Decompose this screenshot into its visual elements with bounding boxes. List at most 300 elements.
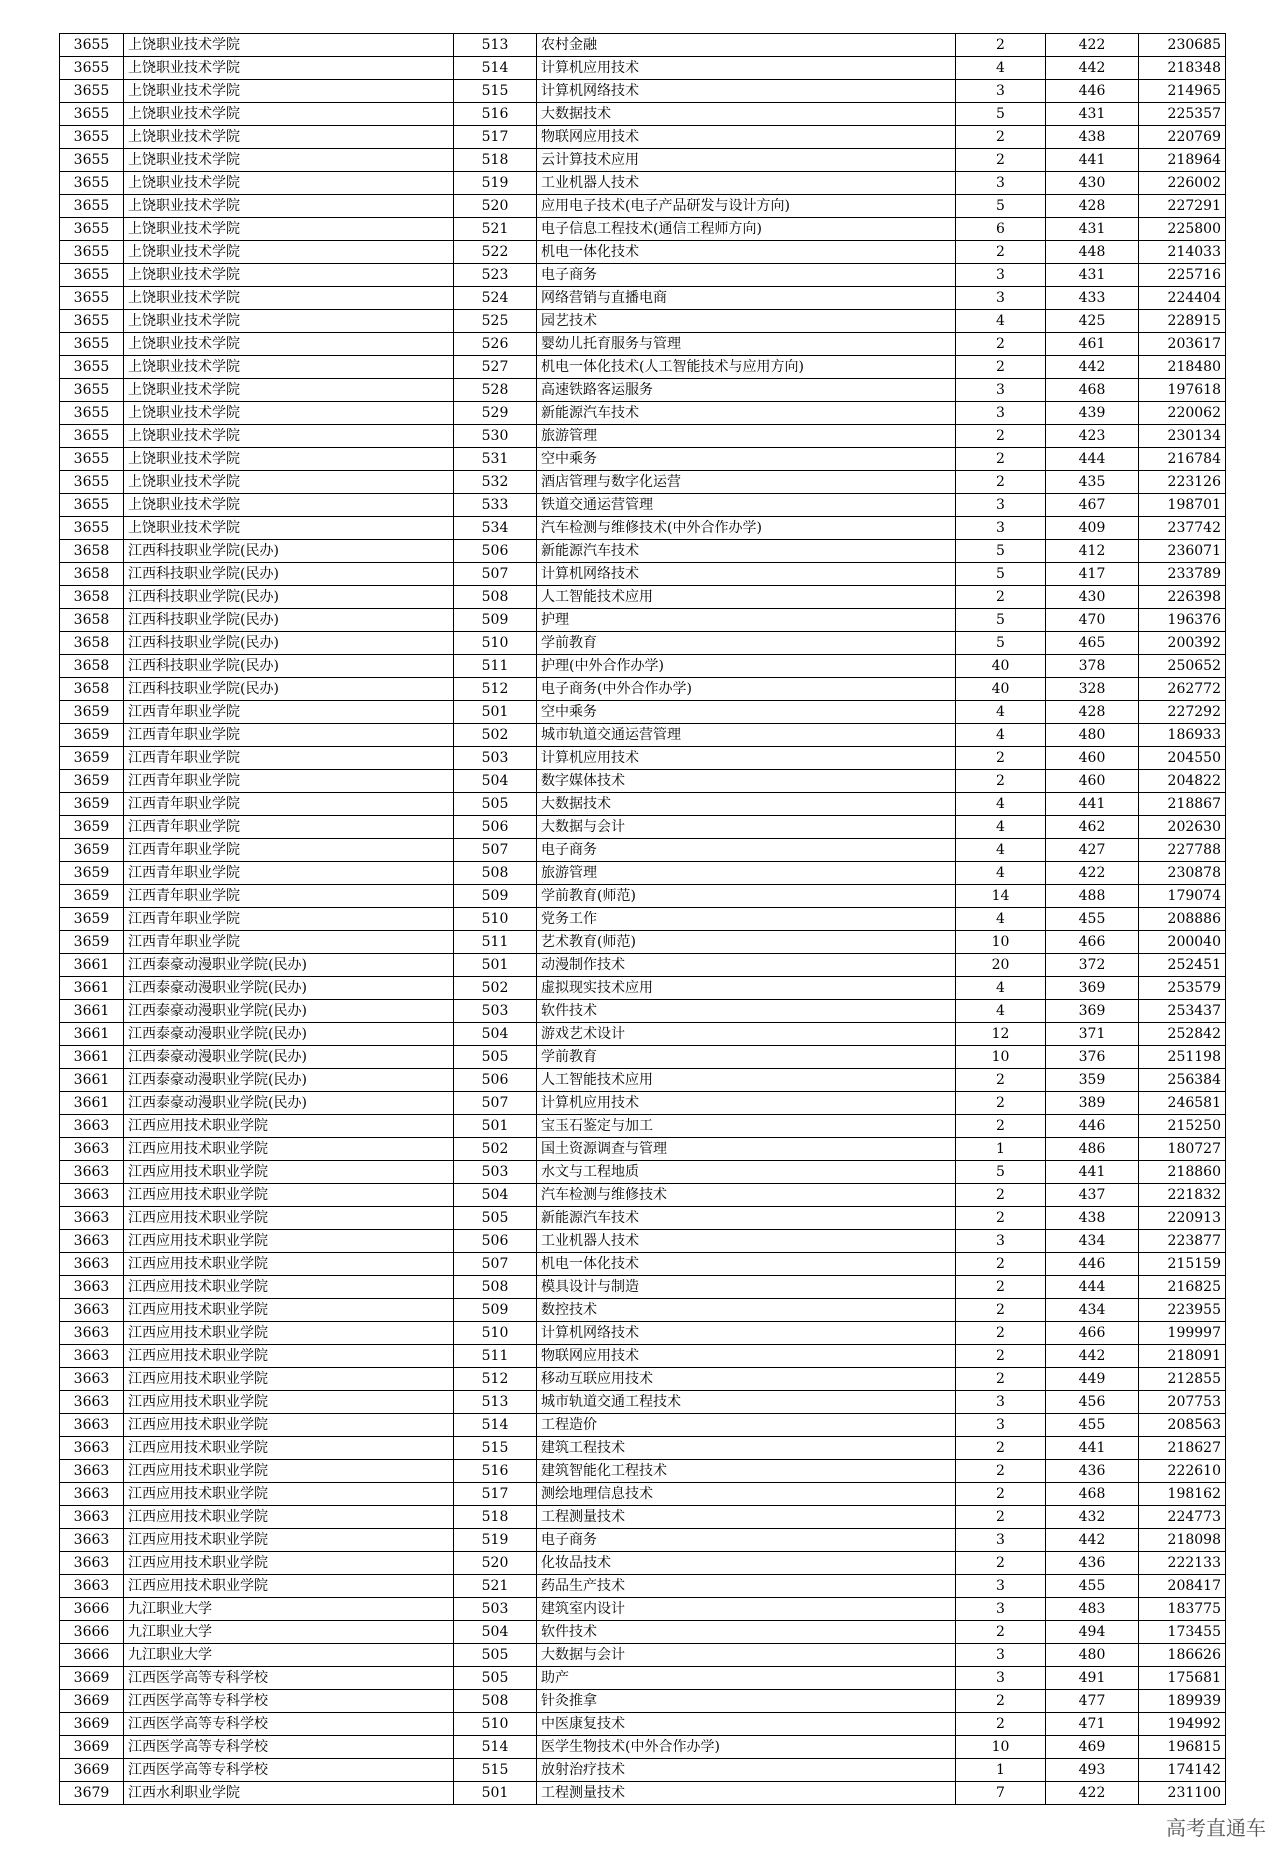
major-code-cell: 522 [454, 241, 537, 264]
school-code-cell: 3655 [60, 356, 124, 379]
table-row [60, 908, 1226, 931]
school-code-cell: 3661 [60, 1046, 124, 1069]
min-score-cell: 480 [1046, 1644, 1139, 1667]
table-row [60, 1713, 1226, 1736]
min-rank-cell: 236071 [1139, 540, 1226, 563]
plan-count-cell: 7 [956, 1782, 1046, 1805]
school-name-cell: 江西青年职业学院 [124, 793, 454, 816]
plan-count-cell: 5 [956, 563, 1046, 586]
school-name-cell: 江西医学高等专科学校 [124, 1759, 454, 1782]
table-row [60, 1483, 1226, 1506]
min-rank-cell: 222610 [1139, 1460, 1226, 1483]
watermark-text: 高考直通车 [1166, 1816, 1266, 1840]
table-row [60, 1322, 1226, 1345]
major-code-cell: 505 [454, 1667, 537, 1690]
school-code-cell: 3655 [60, 379, 124, 402]
min-rank-cell: 204550 [1139, 747, 1226, 770]
table-row [60, 448, 1226, 471]
major-code-cell: 518 [454, 149, 537, 172]
plan-count-cell: 3 [956, 1529, 1046, 1552]
school-name-cell: 江西应用技术职业学院 [124, 1138, 454, 1161]
plan-count-cell: 5 [956, 540, 1046, 563]
school-name-cell: 江西应用技术职业学院 [124, 1460, 454, 1483]
table-row [60, 1276, 1226, 1299]
plan-count-cell: 10 [956, 931, 1046, 954]
plan-count-cell: 1 [956, 1138, 1046, 1161]
major-name-cell: 云计算技术应用 [537, 149, 956, 172]
plan-count-cell: 2 [956, 1299, 1046, 1322]
plan-count-cell: 2 [956, 333, 1046, 356]
min-score-cell: 435 [1046, 471, 1139, 494]
min-score-cell: 446 [1046, 80, 1139, 103]
plan-count-cell: 2 [956, 586, 1046, 609]
major-name-cell: 虚拟现实技术应用 [537, 977, 956, 1000]
major-name-cell: 艺术教育(师范) [537, 931, 956, 954]
min-rank-cell: 226002 [1139, 172, 1226, 195]
plan-count-cell: 4 [956, 816, 1046, 839]
school-code-cell: 3663 [60, 1483, 124, 1506]
min-score-cell: 456 [1046, 1391, 1139, 1414]
school-name-cell: 江西泰豪动漫职业学院(民办) [124, 1023, 454, 1046]
major-name-cell: 工程测量技术 [537, 1782, 956, 1805]
school-code-cell: 3669 [60, 1690, 124, 1713]
school-code-cell: 3655 [60, 517, 124, 540]
plan-count-cell: 2 [956, 1345, 1046, 1368]
min-rank-cell: 246581 [1139, 1092, 1226, 1115]
school-code-cell: 3666 [60, 1621, 124, 1644]
table-row [60, 1414, 1226, 1437]
min-rank-cell: 262772 [1139, 678, 1226, 701]
school-name-cell: 上饶职业技术学院 [124, 172, 454, 195]
major-code-cell: 527 [454, 356, 537, 379]
table-row [60, 356, 1226, 379]
min-rank-cell: 189939 [1139, 1690, 1226, 1713]
plan-count-cell: 2 [956, 1483, 1046, 1506]
table-row [60, 1000, 1226, 1023]
plan-count-cell: 20 [956, 954, 1046, 977]
major-name-cell: 助产 [537, 1667, 956, 1690]
table-row [60, 540, 1226, 563]
plan-count-cell: 3 [956, 1230, 1046, 1253]
plan-count-cell: 2 [956, 1115, 1046, 1138]
major-code-cell: 533 [454, 494, 537, 517]
min-rank-cell: 220913 [1139, 1207, 1226, 1230]
plan-count-cell: 14 [956, 885, 1046, 908]
major-name-cell: 机电一体化技术 [537, 1253, 956, 1276]
min-score-cell: 461 [1046, 333, 1139, 356]
plan-count-cell: 10 [956, 1046, 1046, 1069]
min-score-cell: 412 [1046, 540, 1139, 563]
major-name-cell: 旅游管理 [537, 862, 956, 885]
school-name-cell: 江西应用技术职业学院 [124, 1230, 454, 1253]
min-rank-cell: 196815 [1139, 1736, 1226, 1759]
school-code-cell: 3663 [60, 1276, 124, 1299]
school-code-cell: 3655 [60, 218, 124, 241]
major-code-cell: 528 [454, 379, 537, 402]
major-name-cell: 建筑工程技术 [537, 1437, 956, 1460]
table-row [60, 517, 1226, 540]
min-score-cell: 444 [1046, 1276, 1139, 1299]
min-score-cell: 442 [1046, 1345, 1139, 1368]
plan-count-cell: 3 [956, 172, 1046, 195]
min-rank-cell: 251198 [1139, 1046, 1226, 1069]
table-row [60, 80, 1226, 103]
major-name-cell: 计算机应用技术 [537, 1092, 956, 1115]
major-code-cell: 507 [454, 1253, 537, 1276]
school-code-cell: 3663 [60, 1460, 124, 1483]
min-rank-cell: 218964 [1139, 149, 1226, 172]
min-score-cell: 422 [1046, 34, 1139, 57]
major-name-cell: 计算机网络技术 [537, 80, 956, 103]
major-name-cell: 化妆品技术 [537, 1552, 956, 1575]
plan-count-cell: 40 [956, 678, 1046, 701]
school-name-cell: 江西医学高等专科学校 [124, 1690, 454, 1713]
major-name-cell: 数字媒体技术 [537, 770, 956, 793]
table-row [60, 310, 1226, 333]
major-name-cell: 学前教育 [537, 632, 956, 655]
plan-count-cell: 4 [956, 862, 1046, 885]
min-rank-cell: 231100 [1139, 1782, 1226, 1805]
school-name-cell: 江西泰豪动漫职业学院(民办) [124, 977, 454, 1000]
plan-count-cell: 2 [956, 1092, 1046, 1115]
school-code-cell: 3655 [60, 172, 124, 195]
min-rank-cell: 227291 [1139, 195, 1226, 218]
school-code-cell: 3655 [60, 494, 124, 517]
school-code-cell: 3659 [60, 885, 124, 908]
major-name-cell: 旅游管理 [537, 425, 956, 448]
major-name-cell: 模具设计与制造 [537, 1276, 956, 1299]
min-rank-cell: 218091 [1139, 1345, 1226, 1368]
major-name-cell: 工业机器人技术 [537, 1230, 956, 1253]
min-score-cell: 460 [1046, 747, 1139, 770]
table-row [60, 1253, 1226, 1276]
major-code-cell: 520 [454, 195, 537, 218]
major-name-cell: 汽车检测与维修技术(中外合作办学) [537, 517, 956, 540]
min-rank-cell: 218627 [1139, 1437, 1226, 1460]
plan-count-cell: 3 [956, 494, 1046, 517]
major-code-cell: 505 [454, 1046, 537, 1069]
min-rank-cell: 198162 [1139, 1483, 1226, 1506]
min-score-cell: 460 [1046, 770, 1139, 793]
major-code-cell: 511 [454, 655, 537, 678]
major-code-cell: 526 [454, 333, 537, 356]
major-name-cell: 医学生物技术(中外合作办学) [537, 1736, 956, 1759]
school-name-cell: 江西医学高等专科学校 [124, 1713, 454, 1736]
plan-count-cell: 4 [956, 908, 1046, 931]
min-rank-cell: 180727 [1139, 1138, 1226, 1161]
min-score-cell: 372 [1046, 954, 1139, 977]
major-name-cell: 软件技术 [537, 1000, 956, 1023]
major-name-cell: 园艺技术 [537, 310, 956, 333]
major-code-cell: 503 [454, 747, 537, 770]
major-name-cell: 动漫制作技术 [537, 954, 956, 977]
min-score-cell: 441 [1046, 1161, 1139, 1184]
min-score-cell: 483 [1046, 1598, 1139, 1621]
plan-count-cell: 6 [956, 218, 1046, 241]
school-code-cell: 3661 [60, 1023, 124, 1046]
major-name-cell: 护理 [537, 609, 956, 632]
min-score-cell: 430 [1046, 586, 1139, 609]
min-rank-cell: 218867 [1139, 793, 1226, 816]
min-rank-cell: 220769 [1139, 126, 1226, 149]
school-code-cell: 3666 [60, 1644, 124, 1667]
school-code-cell: 3663 [60, 1253, 124, 1276]
plan-count-cell: 40 [956, 655, 1046, 678]
school-name-cell: 上饶职业技术学院 [124, 218, 454, 241]
min-rank-cell: 216784 [1139, 448, 1226, 471]
major-code-cell: 508 [454, 1690, 537, 1713]
major-name-cell: 学前教育 [537, 1046, 956, 1069]
min-rank-cell: 253579 [1139, 977, 1226, 1000]
plan-count-cell: 5 [956, 103, 1046, 126]
school-name-cell: 江西应用技术职业学院 [124, 1437, 454, 1460]
major-code-cell: 524 [454, 287, 537, 310]
school-code-cell: 3663 [60, 1322, 124, 1345]
min-rank-cell: 215250 [1139, 1115, 1226, 1138]
major-name-cell: 电子商务 [537, 839, 956, 862]
major-code-cell: 518 [454, 1506, 537, 1529]
plan-count-cell: 2 [956, 1621, 1046, 1644]
school-code-cell: 3655 [60, 264, 124, 287]
plan-count-cell: 2 [956, 1184, 1046, 1207]
table-body [60, 34, 1226, 1805]
major-name-cell: 新能源汽车技术 [537, 1207, 956, 1230]
table-row [60, 609, 1226, 632]
plan-count-cell: 2 [956, 241, 1046, 264]
plan-count-cell: 3 [956, 1391, 1046, 1414]
table-row [60, 1368, 1226, 1391]
school-code-cell: 3659 [60, 770, 124, 793]
school-name-cell: 上饶职业技术学院 [124, 448, 454, 471]
school-name-cell: 上饶职业技术学院 [124, 264, 454, 287]
table-row [60, 1138, 1226, 1161]
plan-count-cell: 2 [956, 356, 1046, 379]
major-code-cell: 523 [454, 264, 537, 287]
table-row [60, 1069, 1226, 1092]
plan-count-cell: 3 [956, 517, 1046, 540]
table-row [60, 977, 1226, 1000]
table-row [60, 195, 1226, 218]
plan-count-cell: 3 [956, 1644, 1046, 1667]
school-name-cell: 江西科技职业学院(民办) [124, 609, 454, 632]
major-name-cell: 计算机应用技术 [537, 57, 956, 80]
school-name-cell: 江西应用技术职业学院 [124, 1253, 454, 1276]
min-score-cell: 423 [1046, 425, 1139, 448]
min-score-cell: 438 [1046, 126, 1139, 149]
major-name-cell: 新能源汽车技术 [537, 540, 956, 563]
major-code-cell: 517 [454, 1483, 537, 1506]
school-name-cell: 江西青年职业学院 [124, 885, 454, 908]
school-name-cell: 上饶职业技术学院 [124, 471, 454, 494]
major-code-cell: 502 [454, 724, 537, 747]
major-code-cell: 501 [454, 954, 537, 977]
school-code-cell: 3663 [60, 1138, 124, 1161]
school-name-cell: 江西应用技术职业学院 [124, 1575, 454, 1598]
plan-count-cell: 1 [956, 1759, 1046, 1782]
min-rank-cell: 218098 [1139, 1529, 1226, 1552]
plan-count-cell: 2 [956, 1713, 1046, 1736]
school-name-cell: 上饶职业技术学院 [124, 494, 454, 517]
plan-count-cell: 3 [956, 1575, 1046, 1598]
major-code-cell: 506 [454, 1069, 537, 1092]
major-name-cell: 物联网应用技术 [537, 126, 956, 149]
school-code-cell: 3663 [60, 1230, 124, 1253]
min-score-cell: 436 [1046, 1552, 1139, 1575]
min-rank-cell: 203617 [1139, 333, 1226, 356]
major-name-cell: 建筑智能化工程技术 [537, 1460, 956, 1483]
plan-count-cell: 5 [956, 1161, 1046, 1184]
table-row [60, 1552, 1226, 1575]
major-name-cell: 计算机网络技术 [537, 1322, 956, 1345]
min-score-cell: 417 [1046, 563, 1139, 586]
school-name-cell: 江西青年职业学院 [124, 770, 454, 793]
school-code-cell: 3655 [60, 195, 124, 218]
major-code-cell: 501 [454, 1782, 537, 1805]
school-name-cell: 上饶职业技术学院 [124, 57, 454, 80]
table-row [60, 1345, 1226, 1368]
major-code-cell: 501 [454, 701, 537, 724]
min-rank-cell: 252451 [1139, 954, 1226, 977]
plan-count-cell: 3 [956, 402, 1046, 425]
min-rank-cell: 212855 [1139, 1368, 1226, 1391]
min-rank-cell: 223126 [1139, 471, 1226, 494]
plan-count-cell: 2 [956, 1322, 1046, 1345]
min-rank-cell: 230878 [1139, 862, 1226, 885]
min-rank-cell: 186626 [1139, 1644, 1226, 1667]
min-rank-cell: 224773 [1139, 1506, 1226, 1529]
school-code-cell: 3663 [60, 1184, 124, 1207]
major-name-cell: 药品生产技术 [537, 1575, 956, 1598]
min-score-cell: 432 [1046, 1506, 1139, 1529]
min-rank-cell: 196376 [1139, 609, 1226, 632]
school-name-cell: 江西应用技术职业学院 [124, 1299, 454, 1322]
min-score-cell: 425 [1046, 310, 1139, 333]
min-score-cell: 493 [1046, 1759, 1139, 1782]
plan-count-cell: 2 [956, 747, 1046, 770]
min-rank-cell: 208563 [1139, 1414, 1226, 1437]
table-row [60, 1092, 1226, 1115]
school-name-cell: 江西泰豪动漫职业学院(民办) [124, 954, 454, 977]
school-name-cell: 江西泰豪动漫职业学院(民办) [124, 1069, 454, 1092]
major-name-cell: 大数据技术 [537, 103, 956, 126]
table-row [60, 678, 1226, 701]
school-name-cell: 九江职业大学 [124, 1644, 454, 1667]
min-rank-cell: 226398 [1139, 586, 1226, 609]
school-code-cell: 3663 [60, 1552, 124, 1575]
table-row [60, 1299, 1226, 1322]
major-name-cell: 人工智能技术应用 [537, 586, 956, 609]
major-code-cell: 511 [454, 1345, 537, 1368]
table-row [60, 770, 1226, 793]
school-code-cell: 3655 [60, 80, 124, 103]
major-code-cell: 506 [454, 540, 537, 563]
major-name-cell: 铁道交通运营管理 [537, 494, 956, 517]
school-code-cell: 3661 [60, 1069, 124, 1092]
plan-count-cell: 2 [956, 149, 1046, 172]
min-score-cell: 439 [1046, 402, 1139, 425]
min-rank-cell: 237742 [1139, 517, 1226, 540]
min-rank-cell: 253437 [1139, 1000, 1226, 1023]
min-rank-cell: 220062 [1139, 402, 1226, 425]
min-score-cell: 467 [1046, 494, 1139, 517]
school-code-cell: 3655 [60, 34, 124, 57]
min-rank-cell: 225357 [1139, 103, 1226, 126]
school-name-cell: 江西青年职业学院 [124, 747, 454, 770]
school-code-cell: 3659 [60, 747, 124, 770]
table-row [60, 885, 1226, 908]
major-code-cell: 516 [454, 103, 537, 126]
major-code-cell: 506 [454, 1230, 537, 1253]
major-code-cell: 503 [454, 1000, 537, 1023]
major-code-cell: 529 [454, 402, 537, 425]
plan-count-cell: 5 [956, 632, 1046, 655]
table-row [60, 1184, 1226, 1207]
major-code-cell: 515 [454, 1437, 537, 1460]
major-code-cell: 510 [454, 632, 537, 655]
school-code-cell: 3655 [60, 310, 124, 333]
plan-count-cell: 3 [956, 80, 1046, 103]
plan-count-cell: 2 [956, 126, 1046, 149]
school-name-cell: 上饶职业技术学院 [124, 402, 454, 425]
plan-count-cell: 2 [956, 770, 1046, 793]
table-row [60, 1782, 1226, 1805]
school-code-cell: 3669 [60, 1667, 124, 1690]
school-name-cell: 上饶职业技术学院 [124, 103, 454, 126]
major-code-cell: 508 [454, 586, 537, 609]
school-name-cell: 上饶职业技术学院 [124, 287, 454, 310]
min-score-cell: 470 [1046, 609, 1139, 632]
major-code-cell: 510 [454, 908, 537, 931]
school-code-cell: 3661 [60, 954, 124, 977]
school-code-cell: 3655 [60, 126, 124, 149]
major-name-cell: 电子商务(中外合作办学) [537, 678, 956, 701]
major-name-cell: 空中乘务 [537, 448, 956, 471]
school-code-cell: 3655 [60, 448, 124, 471]
min-rank-cell: 227788 [1139, 839, 1226, 862]
school-name-cell: 江西泰豪动漫职业学院(民办) [124, 1000, 454, 1023]
min-score-cell: 328 [1046, 678, 1139, 701]
min-score-cell: 441 [1046, 793, 1139, 816]
school-code-cell: 3655 [60, 57, 124, 80]
table-row [60, 1506, 1226, 1529]
major-code-cell: 513 [454, 1391, 537, 1414]
min-score-cell: 468 [1046, 1483, 1139, 1506]
school-name-cell: 九江职业大学 [124, 1598, 454, 1621]
min-rank-cell: 208417 [1139, 1575, 1226, 1598]
plan-count-cell: 2 [956, 1368, 1046, 1391]
school-code-cell: 3663 [60, 1506, 124, 1529]
min-score-cell: 431 [1046, 218, 1139, 241]
min-score-cell: 433 [1046, 287, 1139, 310]
major-name-cell: 婴幼儿托育服务与管理 [537, 333, 956, 356]
min-rank-cell: 183775 [1139, 1598, 1226, 1621]
school-code-cell: 3669 [60, 1713, 124, 1736]
min-rank-cell: 186933 [1139, 724, 1226, 747]
major-name-cell: 国土资源调查与管理 [537, 1138, 956, 1161]
school-name-cell: 江西医学高等专科学校 [124, 1667, 454, 1690]
school-name-cell: 上饶职业技术学院 [124, 310, 454, 333]
min-score-cell: 480 [1046, 724, 1139, 747]
min-score-cell: 389 [1046, 1092, 1139, 1115]
major-code-cell: 511 [454, 931, 537, 954]
min-rank-cell: 173455 [1139, 1621, 1226, 1644]
major-code-cell: 508 [454, 1276, 537, 1299]
major-name-cell: 物联网应用技术 [537, 1345, 956, 1368]
min-score-cell: 468 [1046, 379, 1139, 402]
major-name-cell: 护理(中外合作办学) [537, 655, 956, 678]
min-rank-cell: 225800 [1139, 218, 1226, 241]
school-name-cell: 江西应用技术职业学院 [124, 1161, 454, 1184]
